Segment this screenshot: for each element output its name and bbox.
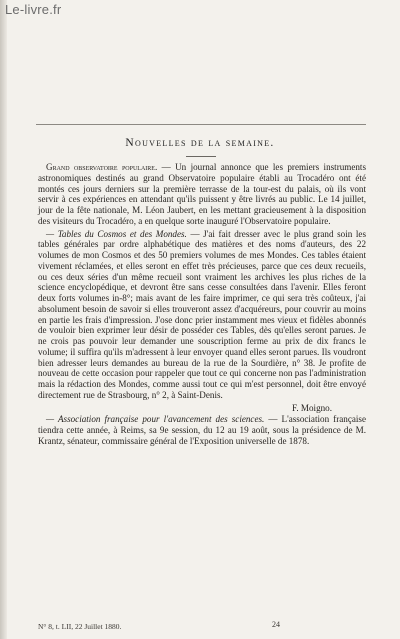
paragraph-tables [38, 229, 366, 401]
paragraph-text-tables: — J'ai fait dresser avec le plus grand soin les tables générales par ordre alphabétique des matières et des noms d'auteurs, des 22 volumes de mon Cosmos et des 50 premiers volumes de mes Mondes. Ces tables étaient vivement réclamées, et elles seront en effet très précieuses, parce que ces deux recueils, ou ces deux séries d'un même recueil sont vraiment les archives les plus riches de la science encyclopédique, et devront être sans cesse consultées dans l'avenir. Elles feront deux forts volumes in-8°; mais avant de les faire imprimer, ce qui sera très coûteux, j'ai absolument besoin de savoir si elles trouveront assez d'acquéreurs, pour couvrir au moins en partie les frais d'impression. J'ose donc prier instamment mes vieux et fidèles abonnés de vouloir bien exprimer leur désir de posséder ces Tables, dès qu'elles seront parues. Je ne crois pas pouvoir leur demander une souscription ferme au prix de dix francs le volume; il suffira qu'ils m'adressent à leur envoyer quand elles seront parues. Ils voudront bien adresser leurs demandes au bureau de la rue de la Sourdière, n° 38. Je profite de nouveau de cette occasion pour rappeler que tout ce qui concerne non pas l'administration mais la rédaction des Mondes, comme aussi tout ce qui m'est personnel, doit être envoyé directement rue de Strasbourg, n° 2, à Saint-Denis. [38, 228, 366, 400]
article-body [38, 162, 366, 449]
title-divider [186, 156, 216, 157]
site-watermark[interactable]: Le-livre.fr [5, 2, 62, 17]
paragraph-observatory [38, 162, 366, 227]
paragraph-text-association: — L'association française tiendra cette année, à Reims, sa 9e session, du 12 au 19 août, sous la présidence de M. Krantz, sénateur, commissaire général de l'Exposition universelle de 1878. [38, 414, 366, 446]
page-number: 24 [272, 620, 280, 629]
paragraph-association [38, 414, 366, 446]
paragraph-lead-observatory: Grand observatoire populaire. [46, 162, 158, 172]
paragraph-lead-association: — Association française pour l'avancement des sciences. [46, 414, 265, 425]
page-footer [38, 622, 366, 631]
header-rule [36, 124, 366, 125]
signature: F. Moigno. [292, 402, 332, 413]
paragraph-lead-tables: — Tables du Cosmos et des Mondes. [46, 228, 187, 239]
section-title: Nouvelles de la semaine. [125, 137, 275, 149]
issue-line: N° 8, t. LII, 22 Juillet 1880. [38, 622, 122, 631]
page-spine-shadow [0, 0, 7, 639]
paragraph-text-observatory: — Un journal annonce que les premiers instruments astronomiques destinés au grand Observatoire populaire établi au Trocadéro ont été montés ces jours derniers sur la première terrasse de la tour-est du palais, où ils vont servir à ces expériences en attendant qu'ils puissent y être livrés au public. Le 14 juillet, jour de la fête nationale, M. Léon Jaubert, en les mettant gracieusement à la disposition des visiteurs du Trocadéro, a en quelque sorte inauguré l'Observatoire populaire. [38, 162, 366, 226]
